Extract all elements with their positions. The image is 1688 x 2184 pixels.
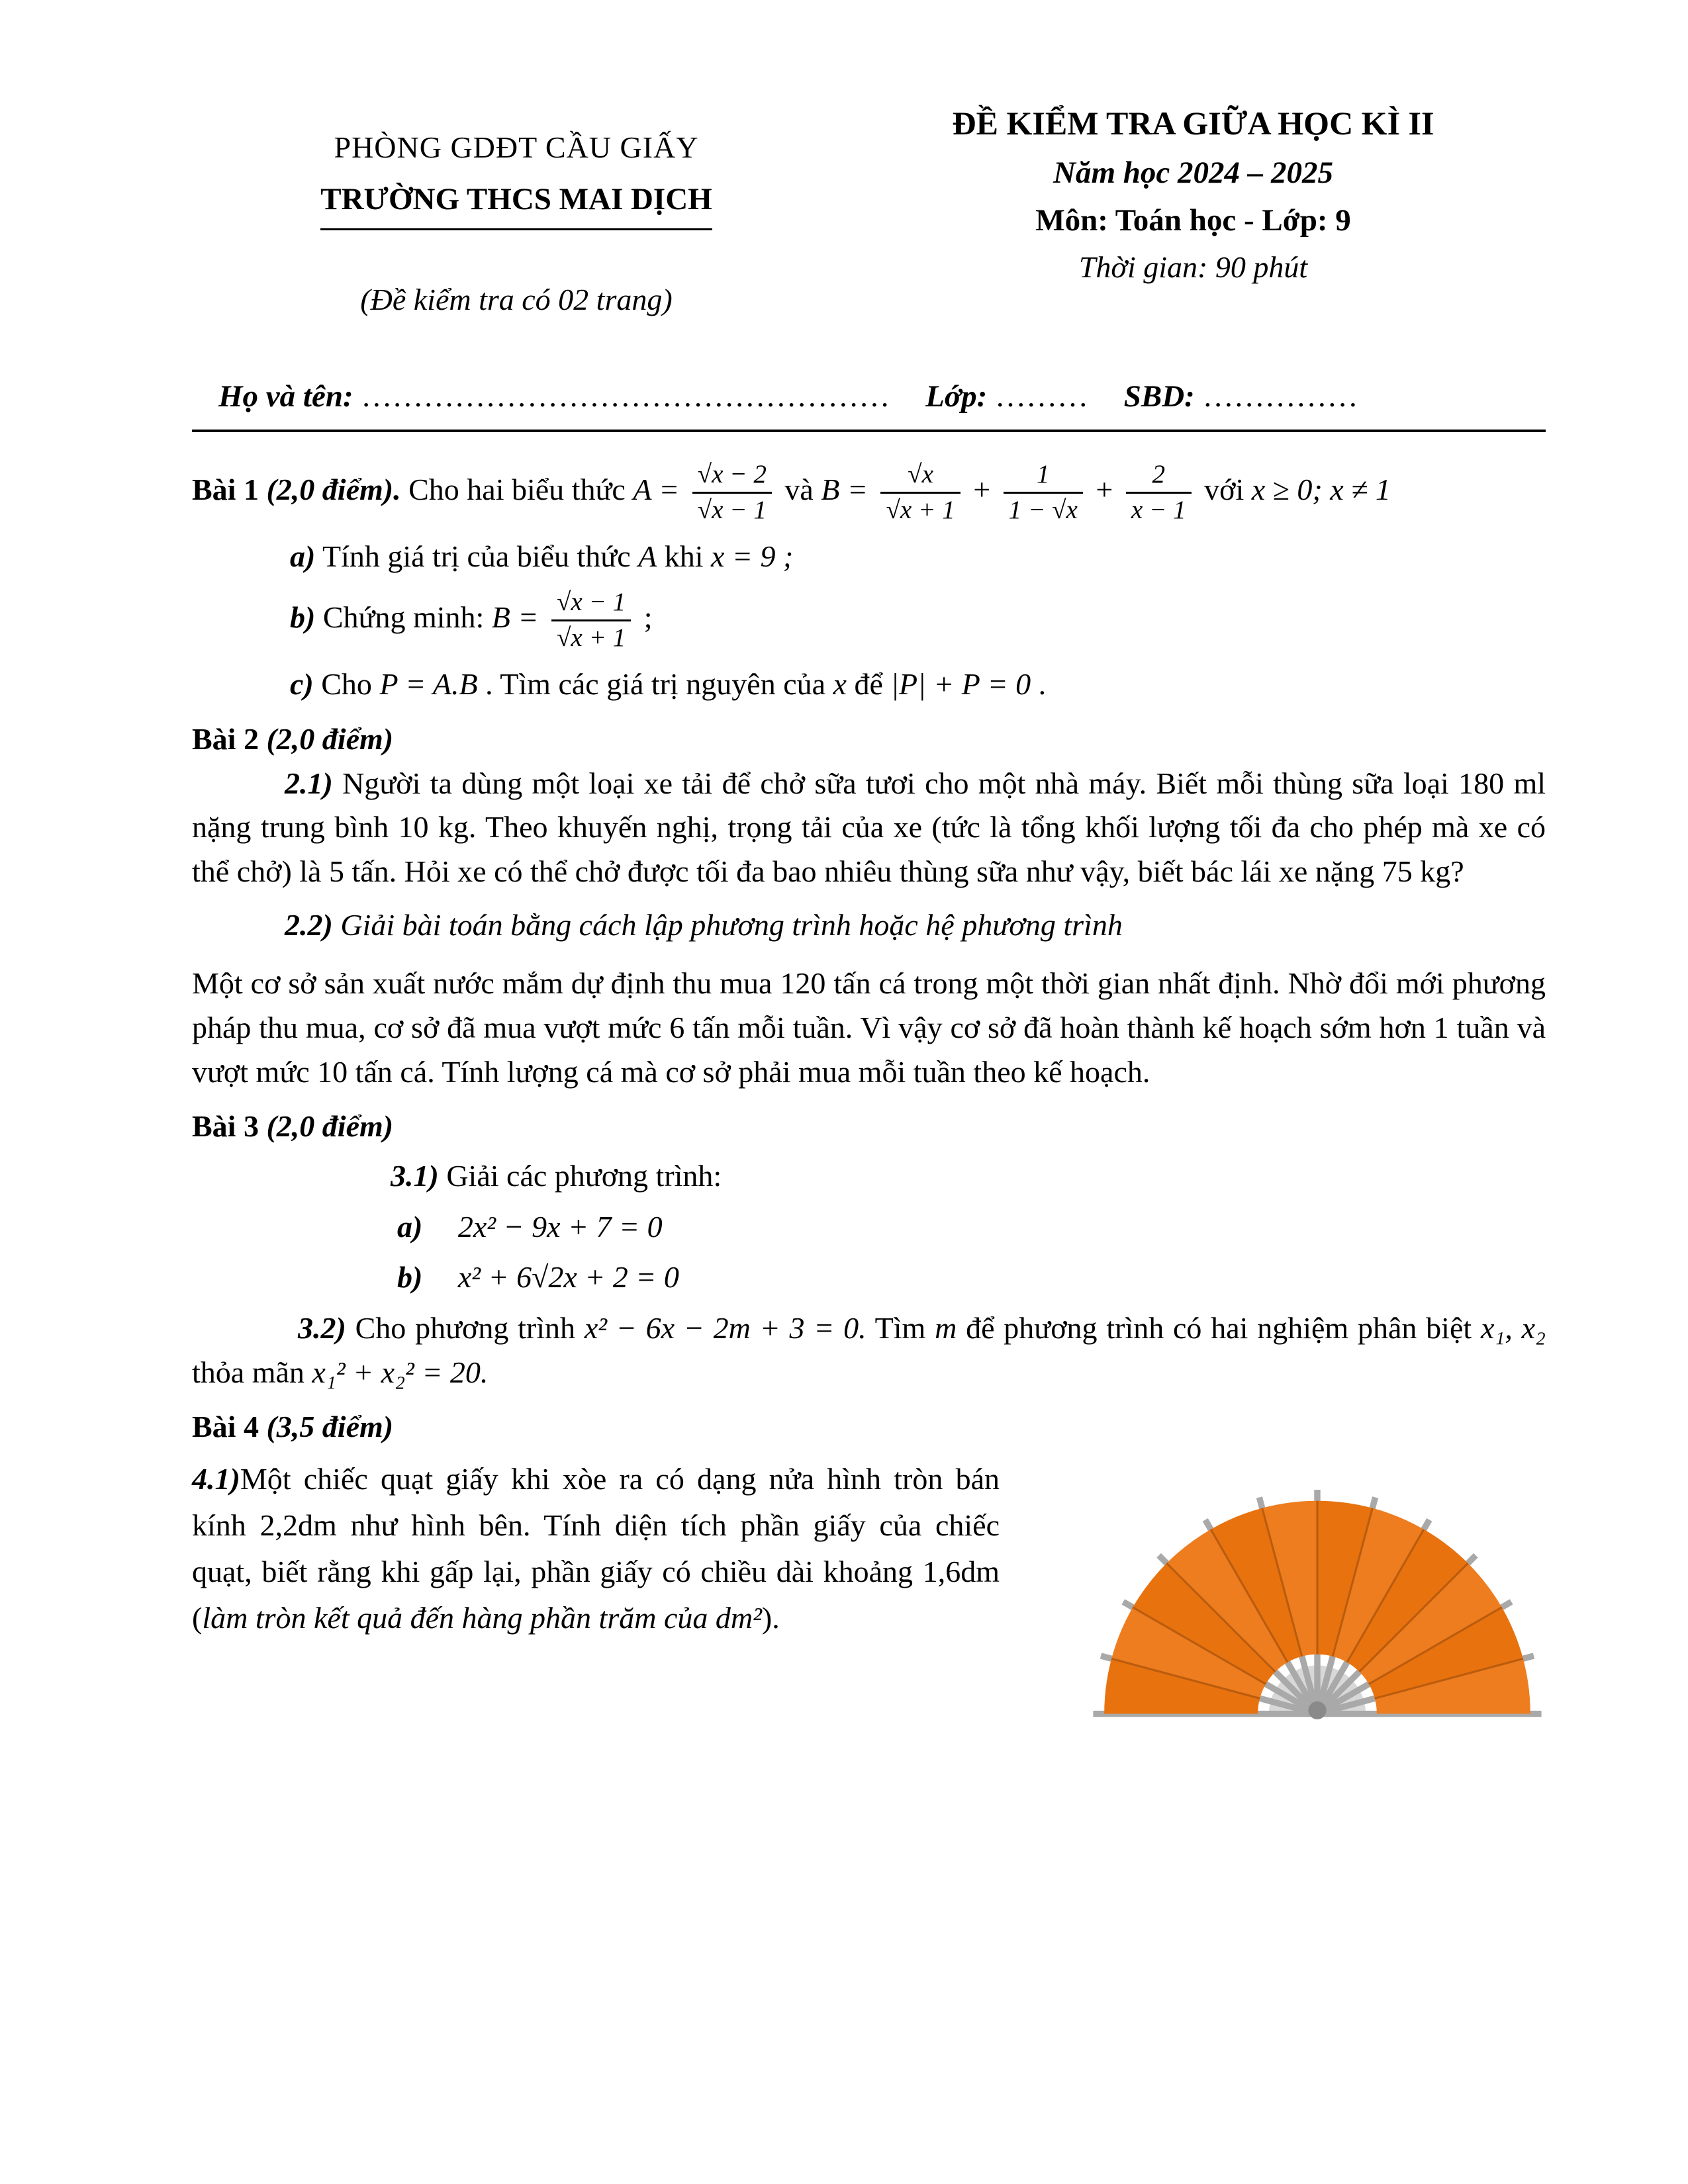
problem-2-1-label: 2.1) [285,766,333,800]
header [192,99,1546,322]
fraction-B1: $\frac{√x}{√x + 1}$ [880,460,960,525]
problem-1 [192,460,1546,707]
problem-4-1-unit: dm² [715,1600,762,1635]
problem-2-title: Bài 2 [192,721,259,756]
page-count-note: (Đề kiểm tra có 02 trang) [360,282,673,316]
item-c-text3: để [854,667,883,702]
problem-3-2-eq2: x₁² + x₂² = 20. [312,1355,489,1389]
problem-4-1-label: 4.1) [192,1462,240,1496]
problem-4-1 [192,1456,1000,1733]
school-name: TRƯỜNG THCS MAI DỊCH [192,177,841,230]
problem-4-title-line [192,1405,1546,1449]
problem-3-title-line [192,1105,1546,1149]
problem-3-1b [397,1255,1546,1300]
name-blank: …………………………………………… [361,379,890,414]
problem-3-1-text: Giải các phương trình: [446,1159,722,1193]
problem-3-2-text4: thỏa mãn [192,1355,305,1389]
problem-1-title: Bài 1 [192,472,259,506]
problem-3-title: Bài 3 [192,1109,259,1144]
item-a-label: a) [290,539,316,573]
problem-3-2-vars: x₁, x₂ [1480,1311,1546,1345]
eq-a: 2x² − 9x + 7 = 0 [457,1209,663,1244]
eq-b-label: b) [397,1260,423,1295]
math-A-lhs: A = [633,472,680,506]
item-c-text2: . Tìm các giá trị nguyên của [485,667,826,702]
item-a-text: Tính giá trị của biểu thức [322,539,631,573]
problem-1b [290,588,1546,653]
problem-3-1 [391,1154,1546,1199]
problem-3-1-label: 3.1) [391,1159,439,1193]
problem-3-2-label: 3.2) [298,1311,346,1345]
problem-3-1a [397,1205,1546,1250]
item-b-label: b) [290,600,316,635]
eq-a-label: a) [397,1209,423,1244]
problem-3-2-text1: Cho phương trình [355,1311,576,1345]
problem-3-2 [192,1306,1546,1394]
problem-3-2-var: m [935,1311,957,1345]
fraction-b: $\frac{√x - 1}{√x + 1}$ [551,588,631,653]
problem-4-row [192,1456,1546,1733]
item-a-text2: khi [664,539,704,573]
exam-subject: Môn: Toán học - Lớp: 9 [1035,203,1351,238]
problem-2-2-label: 2.2) [285,907,333,942]
problem-1c [290,662,1546,707]
problem-2-title-line [192,717,1546,762]
item-b-text: Chứng minh: [322,600,485,635]
problem-3 [192,1105,1546,1394]
item-a-var: A [638,539,657,573]
class-label: Lớp: [925,379,988,414]
fan-figure [1089,1475,1546,1733]
item-c-text1: Cho [321,667,372,702]
problem-3-points: (2,0 điểm) [266,1109,394,1144]
header-left [192,99,841,322]
condition-math: x ≥ 0; x ≠ 1 [1251,472,1391,506]
item-c-math1: P = A.B [379,667,478,702]
item-c-var: x [833,667,847,702]
problem-1-intro: Cho hai biểu thức [408,472,626,506]
problem-4-points: (3,5 điểm) [266,1410,394,1444]
exam-time: Thời gian: 90 phút [1078,250,1308,284]
math-B-lhs: B = [821,472,868,506]
eq-b: x² + 6√2x + 2 = 0 [457,1260,679,1295]
name-label: Họ và tên: [218,379,353,414]
paper-fan-image [1089,1475,1546,1721]
problem-2-2-heading-text: Giải bài toán bằng cách lập phương trình hoặc hệ phương trình [340,907,1123,942]
condition-text: với [1204,472,1244,506]
problem-4-1-text: Một chiếc quạt giấy khi xòe ra có dạng nửa hình tròn bán kính 2,2dm như hình bên. Tính diện tích phần giấy của chiếc quạt, biết rằng khi gấp lại, phần giấy có chiều dài khoảng 1,6dm ( [192,1462,1000,1635]
plus-sign: + [973,472,991,506]
item-c-label: c) [290,667,314,702]
header-right [841,99,1546,322]
fraction-B2: $\frac{1}{1 - √x}$ [1004,460,1083,525]
item-c-math2: |P| + P = 0 [890,667,1031,702]
exam-year: Năm học 2024 – 2025 [1053,155,1333,190]
sbd-blank: …………… [1202,379,1358,414]
exam-title: ĐỀ KIỂM TRA GIỮA HỌC KÌ II [952,105,1434,142]
item-b-math-lhs: B = [491,600,539,635]
problem-1-heading [192,460,1546,525]
problem-4 [192,1405,1546,1733]
item-c-end: . [1038,667,1047,702]
student-info-line [192,374,1546,432]
sbd-label: SBD: [1123,379,1195,414]
problem-1-points: (2,0 điểm). [266,472,401,506]
problem-2-points: (2,0 điểm) [266,721,394,756]
plus-sign: + [1096,472,1113,506]
problem-4-1-end: ). [761,1600,780,1635]
problem-4-1-italic: làm tròn kết quả đến hàng phần trăm của [202,1600,708,1635]
problem-2 [192,717,1546,1095]
problem-4-title: Bài 4 [192,1410,259,1444]
problem-2-2-text: Một cơ sở sản xuất nước mắm dự định thu mua 120 tấn cá trong một thời gian nhất định. Nhờ đổi mới phương pháp thu mua, cơ sở đã mua vượt mức 6 tấn mỗi tuần. Vì vậy cơ sở đã hoàn thành kế hoạch sớm hơn 1 tuần và vượt mức 10 tấn cá. Tính lượng cá mà cơ sở phải mua mỗi tuần theo kế hoạch. [192,966,1546,1089]
problem-2-1-text: Người ta dùng một loại xe tải để chở sữa tươi cho một nhà máy. Biết mỗi thùng sữa loại 180 ml nặng trung bình 10 kg. Theo khuyến nghị, trọng tải của xe (tức là tổng khối lượng tối đa cho phép mà xe có thể chở) là 5 tấn. Hỏi xe có thể chở được tối đa bao nhiêu thùng sữa như vậy, biết bác lái xe nặng 75 kg? [192,766,1546,888]
class-blank: ……… [994,379,1088,414]
department-name: PHÒNG GDĐT CẦU GIẤY [334,130,699,164]
item-a-math: x = 9 ; [711,539,794,573]
fraction-B3: $\frac{2}{x - 1}$ [1126,460,1192,525]
problem-2-2-heading [192,903,1546,948]
problem-3-2-text3: để phương trình có hai nghiệm phân biệt [966,1311,1472,1345]
problem-2-1 [192,762,1546,894]
problem-3-2-eq1: x² − 6x − 2m + 3 = 0. [584,1311,867,1345]
text-and: và [784,472,814,506]
item-b-end: ; [643,600,653,635]
fraction-A: $\frac{√x - 2}{√x - 1}$ [692,460,772,525]
problem-1a [290,535,1546,579]
problem-3-2-text2: Tìm [874,1311,926,1345]
